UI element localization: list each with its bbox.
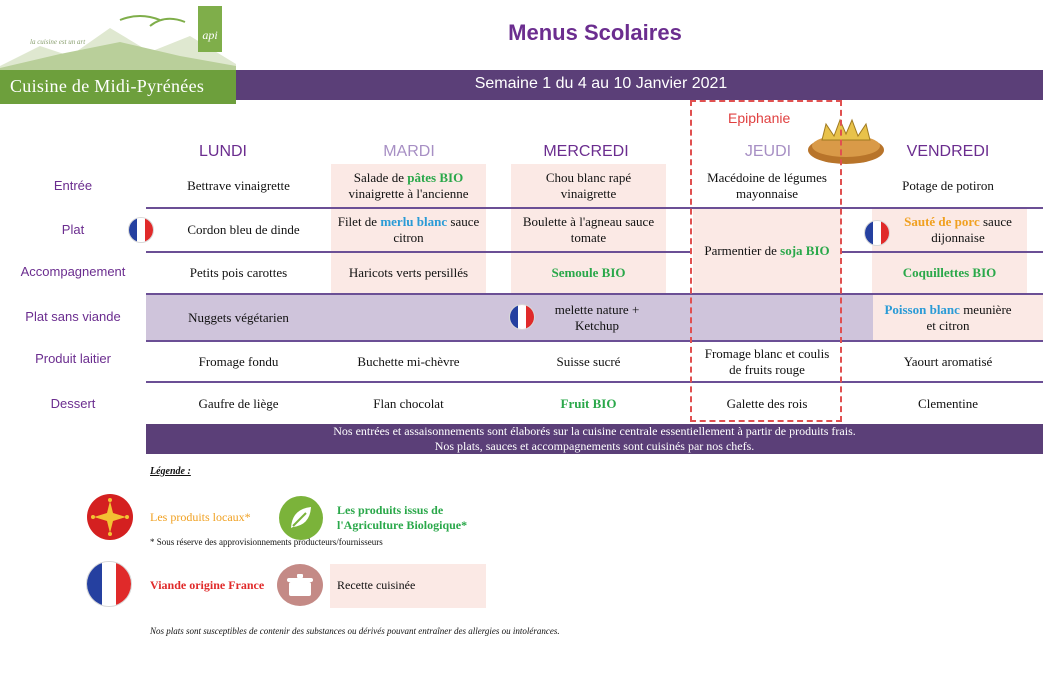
menu-cell bbox=[331, 342, 486, 381]
dish-text: Coquillettes BIO bbox=[902, 265, 997, 280]
menu-cell bbox=[511, 253, 666, 293]
dish-text: Haricots verts persillés bbox=[348, 265, 469, 280]
dish-text: Boulette à l'agneau sauce tomate bbox=[522, 214, 655, 245]
legend-bio: Les produits issus de l'Agriculture Biologique* bbox=[337, 503, 468, 532]
dish-text: Semoule BIO bbox=[551, 265, 626, 280]
dish-text: Sauté de porc sauce dijonnaise bbox=[904, 214, 1012, 245]
day-header-mardi: MARDI bbox=[383, 143, 435, 160]
menu-cell bbox=[156, 209, 331, 251]
dish-text: Chou blanc rapé vinaigrette bbox=[545, 169, 632, 201]
dish-text: Galette des rois bbox=[726, 395, 808, 411]
dish-text: Filet de merlu blanc sauce citron bbox=[337, 214, 480, 245]
day-header-mercredi: MERCREDI bbox=[543, 143, 629, 160]
row-label-dessert: Dessert bbox=[50, 396, 96, 411]
footer-line-1: Nos entrées et assaisonnements sont élaborés sur la cuisine centrale essentiellement à partir de produits frais. bbox=[333, 424, 856, 438]
menu-cell bbox=[527, 295, 667, 340]
legend-recette: Recette cuisinée bbox=[337, 578, 416, 592]
row-label-sans-viande: Plat sans viande bbox=[25, 309, 121, 324]
day-header-lundi: LUNDI bbox=[198, 143, 247, 160]
week-label: Semaine 1 du 4 au 10 Janvier 2021 bbox=[474, 75, 728, 92]
menu-cell bbox=[146, 253, 331, 293]
legend-local: Les produits locaux* bbox=[150, 510, 251, 524]
menu-cell bbox=[511, 383, 666, 424]
menu-cell bbox=[511, 164, 666, 207]
menu-cell bbox=[331, 164, 486, 207]
menu-cell bbox=[872, 253, 1027, 293]
dish-text: Bettrave vinaigrette bbox=[187, 177, 290, 193]
day-header-jeudi: JEUDI bbox=[744, 143, 792, 160]
dish-text: Fromage fondu bbox=[198, 353, 279, 369]
logo-name: Cuisine de Midi-Pyrénées bbox=[10, 76, 205, 96]
menu-cell bbox=[331, 253, 486, 293]
dish-text: Macédoine de légumes mayonnaise bbox=[707, 169, 827, 201]
dish-text: Gaufre de liège bbox=[198, 395, 279, 411]
dish-text: Potage de potiron bbox=[902, 177, 994, 193]
menu-cell bbox=[511, 342, 666, 381]
menu-cell bbox=[873, 342, 1023, 381]
menu-cell bbox=[873, 383, 1023, 424]
dish-text: Salade de pâtes BIO vinaigrette à l'ancienne bbox=[348, 169, 469, 201]
menu-cell bbox=[146, 342, 331, 381]
epiphanie-highlight bbox=[690, 100, 842, 422]
bio-leaf-icon bbox=[278, 495, 324, 541]
row-label-plat: Plat bbox=[61, 222, 85, 237]
page-title: Menus Scolaires bbox=[508, 20, 682, 45]
menu-cell bbox=[146, 164, 331, 207]
dish-text: melette nature + Ketchup bbox=[554, 301, 640, 333]
epiphanie-label: Epiphanie bbox=[728, 110, 791, 126]
menu-cell bbox=[873, 164, 1023, 207]
menu-cell bbox=[873, 295, 1023, 340]
legend-note: * Sous réserve des approvisionnements producteurs/fournisseurs bbox=[150, 537, 383, 547]
occitan-cross-icon bbox=[86, 493, 134, 541]
dish-text: Buchette mi-chèvre bbox=[357, 353, 460, 369]
dish-text: Poisson blanc meunière et citron bbox=[884, 301, 1012, 333]
dish-text: Yaourt aromatisé bbox=[903, 353, 993, 369]
legend-france: Viande origine France bbox=[150, 578, 265, 592]
dish-text: Nuggets végétarien bbox=[188, 309, 289, 325]
day-header-vendredi: VENDREDI bbox=[906, 143, 990, 160]
footer-line-2: Nos plats, sauces et accompagnements sont cuisinés par nos chefs. bbox=[434, 439, 755, 453]
dish-text: Petits pois carottes bbox=[189, 265, 288, 280]
row-label-accompagnement: Accompagnement bbox=[20, 264, 126, 279]
allergy-note: Nos plats sont susceptibles de contenir des substances ou dérivés pouvant entraîner des allergies ou intolérances. bbox=[150, 626, 560, 636]
dish-text: Cordon bleu de dinde bbox=[187, 222, 300, 237]
menu-cell bbox=[146, 383, 331, 424]
menu-cell bbox=[511, 209, 666, 251]
dish-text: Fromage blanc et coulis de fruits rouge bbox=[704, 345, 830, 377]
dish-text: Suisse sucré bbox=[556, 353, 621, 369]
cooking-pot-icon bbox=[276, 563, 324, 607]
dish-text: Parmentier de soja BIO bbox=[704, 243, 830, 258]
api-badge-label: api bbox=[202, 28, 218, 42]
dish-text: Flan chocolat bbox=[373, 395, 444, 411]
menu-cell bbox=[146, 295, 331, 340]
dish-text: Fruit BIO bbox=[560, 395, 617, 411]
menu-cell bbox=[888, 209, 1028, 251]
menu-cell bbox=[331, 383, 486, 424]
row-label-laitier: Produit laitier bbox=[35, 351, 111, 366]
legend-title: Légende : bbox=[150, 466, 191, 477]
svg-text:la cuisine est un art: la cuisine est un art bbox=[30, 38, 86, 46]
dish-text: Clementine bbox=[918, 395, 978, 411]
menu-cell bbox=[331, 209, 486, 251]
france-flag-icon bbox=[864, 220, 890, 246]
france-flag-icon bbox=[128, 217, 154, 243]
logo bbox=[0, 6, 236, 100]
france-flag-icon bbox=[86, 561, 132, 607]
row-label-entree: Entrée bbox=[53, 178, 93, 193]
